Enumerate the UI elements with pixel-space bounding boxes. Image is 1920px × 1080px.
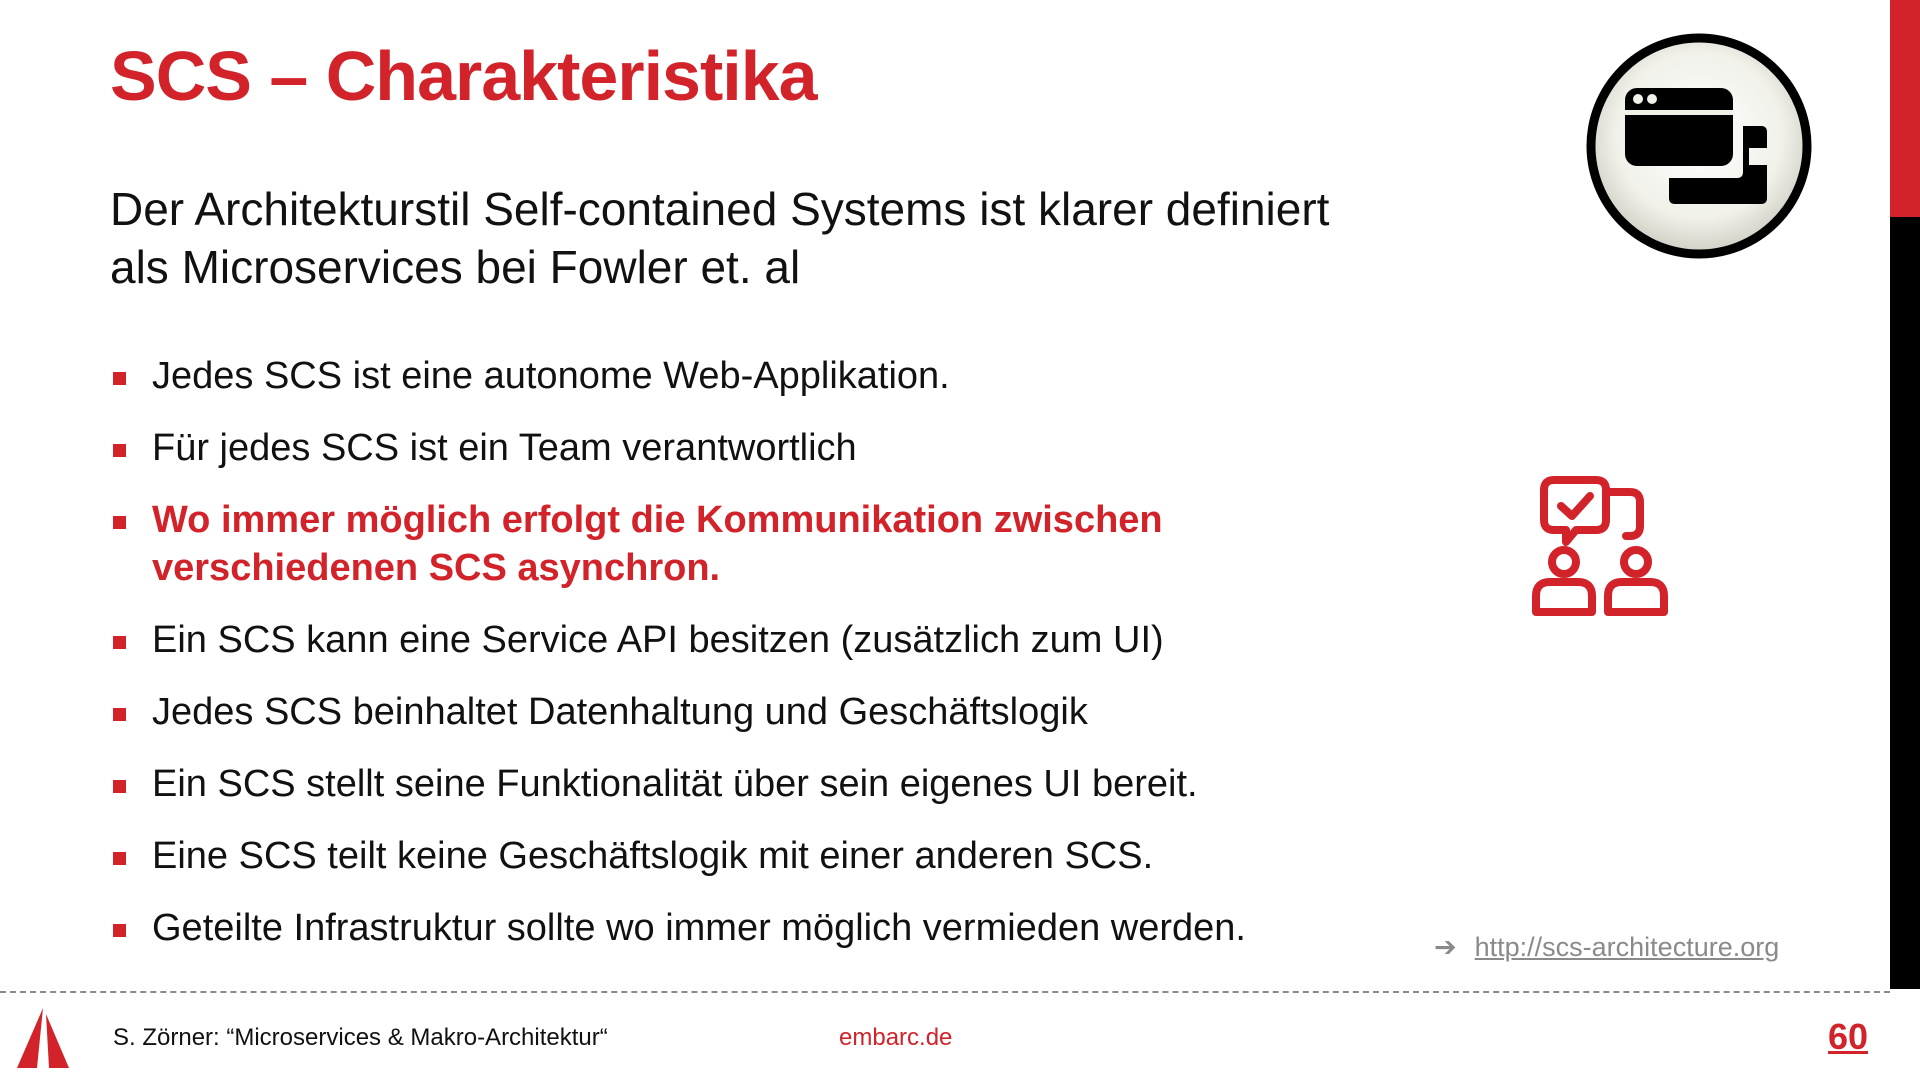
- bullet-list: [110, 352, 1400, 976]
- sail-logo-icon: [15, 1006, 71, 1070]
- subtitle-line-1: Der Architekturstil Self-contained Systems ist klarer definiert: [110, 183, 1330, 235]
- sidebar-accent-black: [1890, 217, 1920, 989]
- bullet-item: Jedes SCS beinhaltet Datenhaltung und Geschäftslogik: [110, 688, 1400, 736]
- bullet-square-icon: [113, 444, 126, 457]
- bullet-item-highlighted: Wo immer möglich erfolgt die Kommunikation zwischen verschiedenen SCS asynchron.: [110, 496, 1400, 592]
- browser-windows-icon: [1585, 32, 1813, 260]
- scs-architecture-link[interactable]: http://scs-architecture.org: [1474, 932, 1780, 962]
- footer-divider: [0, 991, 1890, 993]
- bullet-square-icon: [113, 372, 126, 385]
- bullet-item: Eine SCS teilt keine Geschäftslogik mit einer anderen SCS.: [110, 832, 1400, 880]
- bullet-square-icon: [113, 924, 126, 937]
- bullet-square-icon: [113, 708, 126, 721]
- bullet-square-icon: [113, 516, 126, 529]
- bullet-square-icon: [113, 636, 126, 649]
- reference-link: [1434, 932, 1779, 963]
- slide-title: SCS – Charakteristika: [110, 37, 817, 115]
- bullet-item: Jedes SCS ist eine autonome Web-Applikation.: [110, 352, 1400, 400]
- slide-subtitle: [110, 180, 1410, 296]
- bullet-square-icon: [113, 852, 126, 865]
- bullet-item: Für jedes SCS ist ein Team verantwortlich: [110, 424, 1400, 472]
- subtitle-line-2: als Microservices bei Fowler et. al: [110, 241, 801, 293]
- team-communication-icon: [1526, 474, 1674, 622]
- bullet-item: Ein SCS kann eine Service API besitzen (zusätzlich zum UI): [110, 616, 1400, 664]
- sidebar-accent-red: [1890, 0, 1920, 217]
- footer-site: embarc.de: [839, 1024, 953, 1051]
- footer-author: S. Zörner: “Microservices & Makro-Architektur“: [113, 1024, 608, 1051]
- bullet-item: Ein SCS stellt seine Funktionalität über sein eigenes UI bereit.: [110, 760, 1400, 808]
- arrow-right-icon: ➔: [1434, 932, 1457, 962]
- bullet-item: Geteilte Infrastruktur sollte wo immer möglich vermieden werden.: [110, 904, 1400, 952]
- bullet-square-icon: [113, 780, 126, 793]
- page-number: 60: [1828, 1016, 1869, 1057]
